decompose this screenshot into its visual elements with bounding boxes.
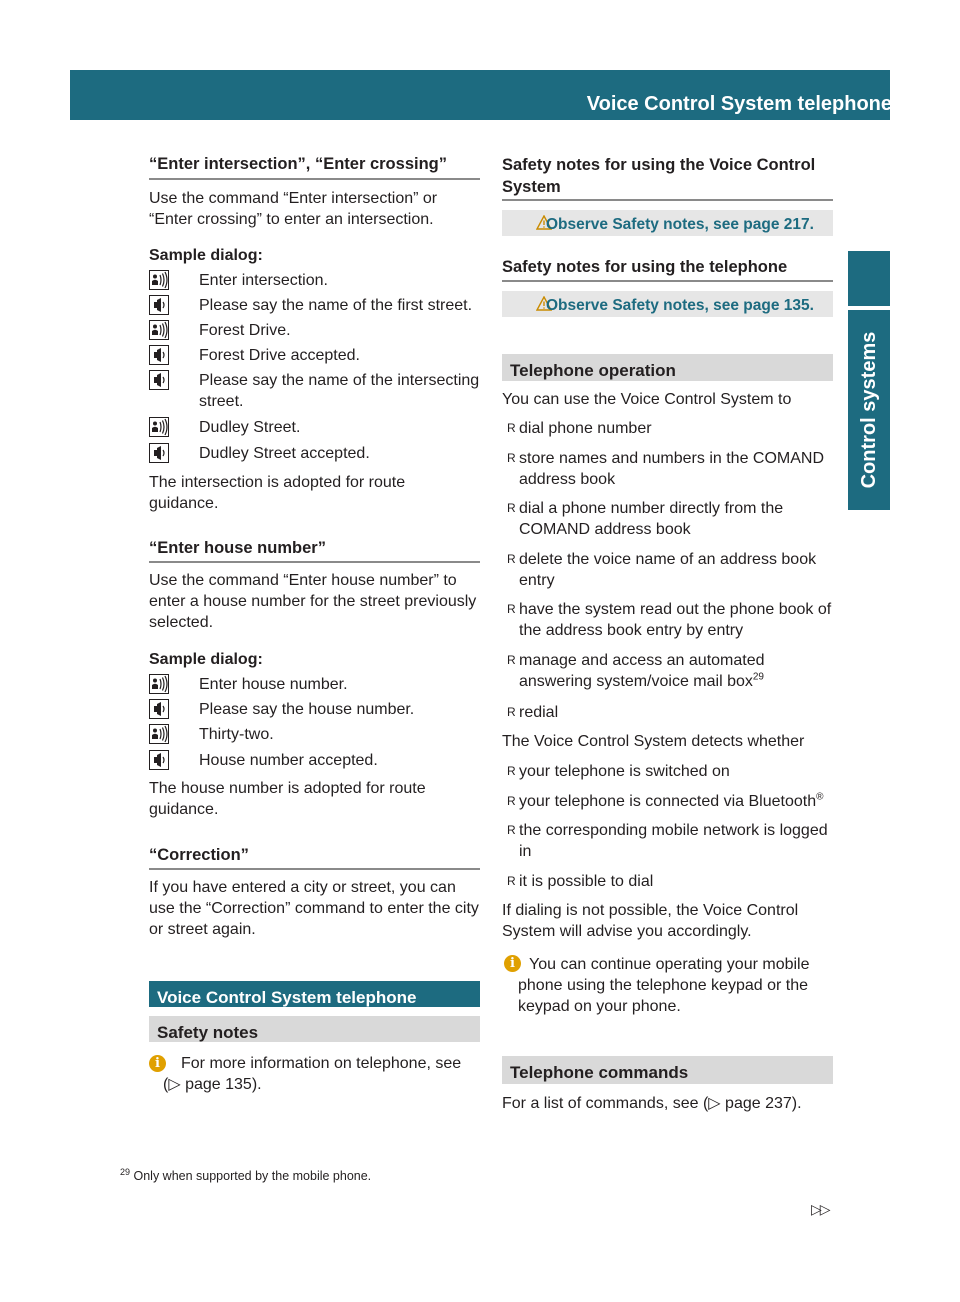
running-header-title: Voice Control System telephone — [586, 93, 892, 115]
bullet-marker: R — [507, 602, 516, 616]
continue-marker: ▷▷ — [811, 1201, 829, 1217]
bullet-marker: R — [507, 823, 516, 837]
speaker-user-icon — [149, 724, 169, 744]
dialog-line — [149, 724, 274, 744]
bullet-marker: R — [507, 451, 516, 465]
list-item-text: your telephone is connected via Bluetooth — [519, 793, 817, 810]
heading-rule — [149, 178, 480, 180]
list-item-text: the corresponding mobile network is logged in — [519, 822, 828, 860]
info-icon: i — [149, 1055, 166, 1072]
dialog-text: Forest Drive. — [199, 322, 291, 339]
header-bar — [70, 70, 947, 120]
list-item-text: dial phone number — [519, 420, 652, 437]
section-heading-safety-telephone: Safety notes for using the telephone — [502, 258, 788, 276]
section-heading-correction: “Correction” — [149, 846, 249, 864]
system-response-icon — [149, 370, 169, 390]
bullet-marker: R — [507, 705, 516, 719]
dialog-line — [149, 699, 415, 719]
band-title: Telephone operation — [510, 361, 676, 380]
band-title: Voice Control System telephone — [157, 988, 417, 1007]
section-band-safety-notes — [149, 1016, 480, 1042]
warning-text: Observe Safety notes, see page 217. — [546, 216, 814, 233]
paragraph: If dialing is not possible, the Voice Control System will advise you accordingly. — [502, 902, 799, 940]
system-response-icon — [149, 295, 169, 315]
dialog-line — [149, 370, 480, 410]
speaker-user-icon — [149, 417, 169, 437]
bullet-marker: R — [507, 794, 516, 808]
dialog-line — [149, 345, 360, 365]
paragraph: If you have entered a city or street, you can use the “Correction” command to enter the city or street again. — [149, 879, 479, 938]
bullet-marker: R — [507, 421, 516, 435]
dialog-line — [149, 674, 348, 694]
dialog-text: House number accepted. — [199, 752, 378, 769]
list-item-text: dial a phone number directly from the COMAND address book — [519, 500, 784, 538]
info-icon: i — [504, 955, 521, 972]
dialog-text: Enter intersection. — [199, 272, 328, 289]
dialog-line — [149, 270, 328, 290]
sample-dialog-label: Sample dialog: — [149, 651, 263, 668]
dialog-text: Thirty-two. — [199, 726, 274, 743]
paragraph: For a list of commands, see (▷ page 237). — [502, 1095, 802, 1112]
page-number: 225 — [916, 94, 947, 114]
warning-text: Observe Safety notes, see page 135. — [546, 297, 814, 314]
footnote — [120, 1166, 371, 1187]
side-tab-marker — [848, 251, 890, 306]
dialog-text: Enter house number. — [199, 676, 348, 693]
footnote-number: 29 — [120, 1166, 131, 1177]
list-item-text: store names and numbers in the COMAND address book — [519, 450, 825, 488]
footnote-text: Only when supported by the mobile phone. — [133, 1169, 372, 1183]
bullet-marker: R — [507, 653, 516, 667]
side-tab — [848, 310, 890, 510]
heading-rule — [149, 561, 480, 563]
system-response-icon — [149, 443, 169, 463]
speaker-user-icon — [149, 320, 169, 340]
section-heading-house-number: “Enter house number” — [149, 539, 326, 557]
band-title: Safety notes — [157, 1023, 259, 1042]
speaker-user-icon — [149, 674, 169, 694]
paragraph: Use the command “Enter house number” to enter a house number for the street previously selected. — [149, 572, 477, 631]
footnote-ref: 29 — [752, 671, 764, 683]
dialog-text: Forest Drive accepted. — [199, 347, 360, 364]
heading-rule — [502, 199, 833, 201]
list-item-text: manage and access an automated answering system/voice mail box — [519, 652, 765, 690]
paragraph: You can use the Voice Control System to — [502, 391, 792, 408]
sample-dialog-label: Sample dialog: — [149, 247, 263, 264]
dialog-line — [149, 417, 301, 437]
heading-rule — [502, 280, 833, 282]
speaker-user-icon — [149, 270, 169, 290]
bullet-marker: R — [507, 764, 516, 778]
section-heading-safety-voice: Safety notes for using the Voice Control System — [502, 156, 816, 196]
band-title: Telephone commands — [510, 1063, 689, 1082]
bullet-marker: R — [507, 874, 516, 888]
paragraph: The Voice Control System detects whether — [502, 733, 805, 750]
paragraph: Use the command “Enter intersection” or “Enter crossing” to enter an intersection. — [149, 190, 438, 228]
info-note: For more information on telephone, see (▷ page 135). — [163, 1055, 462, 1093]
list-item-text: delete the voice name of an address book entry — [519, 551, 817, 589]
dialog-text: Please say the house number. — [199, 701, 415, 718]
dialog-line — [149, 320, 291, 340]
section-band-telephone-operation — [502, 354, 833, 381]
dialog-line — [149, 750, 378, 770]
heading-rule — [149, 868, 480, 870]
dialog-text: Dudley Street. — [199, 419, 301, 436]
list-item-text: redial — [519, 704, 559, 721]
dialog-text: Please say the name of the first street. — [199, 297, 473, 314]
warning-box — [502, 210, 833, 236]
paragraph: The house number is adopted for route guidance. — [149, 780, 426, 818]
dialog-text: Dudley Street accepted. — [199, 445, 370, 462]
paragraph: The intersection is adopted for route guidance. — [149, 474, 406, 512]
warning-box — [502, 291, 833, 317]
bullet-marker: R — [507, 552, 516, 566]
dialog-line — [149, 443, 370, 463]
list-item-text: your telephone is switched on — [519, 763, 730, 780]
section-band-voice-control-telephone — [149, 981, 480, 1007]
system-response-icon — [149, 750, 169, 770]
registered-mark: ® — [816, 791, 824, 803]
list-item-text: it is possible to dial — [519, 873, 654, 890]
info-note: You can continue operating your mobile phone using the telephone keypad or the keypad on your phone. — [518, 956, 810, 1015]
side-tab-label: Control systems — [858, 331, 880, 489]
section-heading-intersection: “Enter intersection”, “Enter crossing” — [149, 155, 447, 173]
bullet-marker: R — [507, 501, 516, 515]
system-response-icon — [149, 699, 169, 719]
dialog-text: Please say the name of the intersecting street. — [199, 372, 480, 410]
system-response-icon — [149, 345, 169, 365]
dialog-line — [149, 295, 473, 315]
section-band-telephone-commands — [502, 1056, 833, 1084]
list-item-text: have the system read out the phone book of the address book entry by entry — [519, 601, 832, 639]
